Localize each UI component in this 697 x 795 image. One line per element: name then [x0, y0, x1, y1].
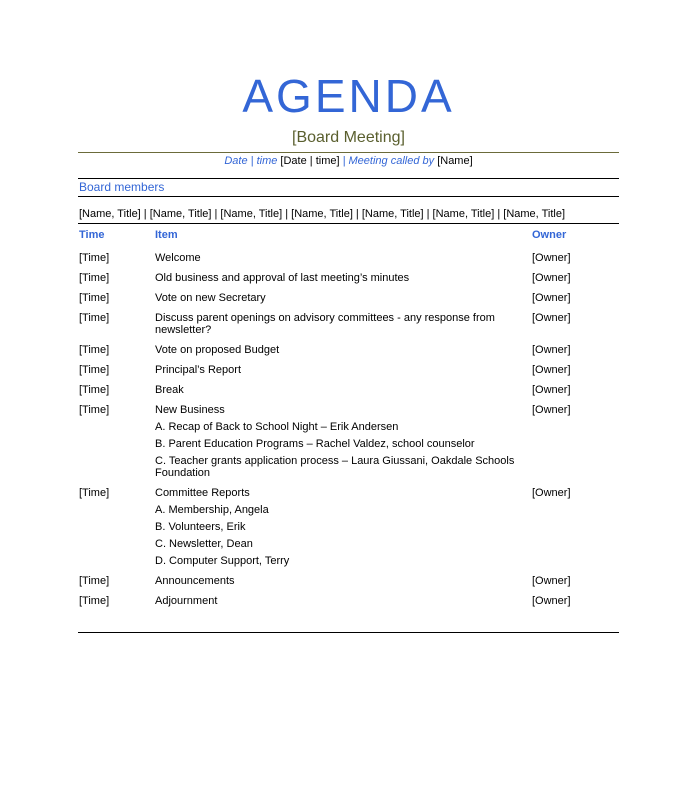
row-item-title: Welcome	[155, 252, 201, 264]
divider-members-top	[78, 178, 619, 179]
row-time: [Time]	[79, 595, 110, 607]
table-row	[79, 575, 619, 587]
row-owner: [Owner]	[532, 404, 571, 416]
board-members-label: Board members	[79, 180, 165, 194]
row-time: [Time]	[79, 292, 110, 304]
row-item-title: Vote on proposed Budget	[155, 344, 280, 356]
row-item-title: Adjournment	[155, 595, 218, 607]
row-time: [Time]	[79, 272, 110, 284]
time-label: time	[256, 155, 278, 167]
row-item-title: New Business	[155, 404, 225, 416]
row-time: [Time]	[79, 312, 110, 324]
table-row	[79, 252, 619, 264]
header-item: Item	[155, 229, 178, 241]
row-item-title: Old business and approval of last meeting’s minutes	[155, 272, 410, 284]
table-row	[79, 595, 619, 607]
row-owner: [Owner]	[532, 595, 571, 607]
row-item	[155, 344, 532, 356]
time-value: time]	[315, 155, 340, 167]
row-item	[155, 272, 532, 284]
row-owner: [Owner]	[532, 312, 571, 324]
row-time: [Time]	[79, 384, 110, 396]
date-line	[0, 154, 697, 168]
called-by-label: Meeting called by	[348, 155, 435, 167]
divider-members-bottom	[78, 196, 619, 197]
row-owner: [Owner]	[532, 364, 571, 376]
row-subitem: C. Newsletter, Dean	[155, 538, 253, 550]
table-row	[79, 272, 619, 284]
meeting-subtitle: [Board Meeting]	[292, 129, 405, 146]
row-item	[155, 312, 532, 336]
date-sep-3: |	[339, 155, 349, 167]
page-title: AGENDA	[242, 70, 455, 122]
table-row	[79, 312, 619, 336]
row-owner: [Owner]	[532, 292, 571, 304]
row-time: [Time]	[79, 364, 110, 376]
table-row	[79, 487, 619, 567]
date-value: [Date	[280, 155, 307, 167]
header-time: Time	[79, 229, 105, 241]
row-owner: [Owner]	[532, 384, 571, 396]
row-item-title: Principal’s Report	[155, 364, 242, 376]
row-subitem: B. Parent Education Programs – Rachel Valdez, school counselor	[155, 438, 475, 450]
divider-bottom	[78, 632, 619, 633]
row-owner: [Owner]	[532, 487, 571, 499]
row-item	[155, 252, 532, 264]
row-subitem: A. Recap of Back to School Night – Erik Andersen	[155, 421, 399, 433]
table-row	[79, 364, 619, 376]
row-item	[155, 487, 532, 567]
row-item	[155, 575, 532, 587]
divider-top	[78, 152, 619, 153]
board-members-list: [Name, Title] | [Name, Title] | [Name, Title] | [Name, Title] | [Name, Title] | [Name, Title] | [Name, Title]	[79, 208, 566, 220]
row-subitem: A. Membership, Angela	[155, 504, 269, 516]
agenda-table	[79, 252, 619, 615]
date-label: Date	[224, 155, 248, 167]
row-item-title: Discuss parent openings on advisory committees - any response from newsletter?	[155, 312, 495, 336]
row-time: [Time]	[79, 344, 110, 356]
row-item-title: Committee Reports	[155, 487, 250, 499]
row-item	[155, 384, 532, 396]
row-subitem: C. Teacher grants application process – Laura Giussani, Oakdale Schools Foundation	[155, 455, 515, 479]
row-owner: [Owner]	[532, 272, 571, 284]
row-time: [Time]	[79, 487, 110, 499]
date-sep-1: |	[247, 155, 257, 167]
row-item	[155, 595, 532, 607]
row-item-title: Break	[155, 384, 184, 396]
row-owner: [Owner]	[532, 252, 571, 264]
divider-header-top	[78, 223, 619, 224]
table-row	[79, 384, 619, 396]
row-item-title: Announcements	[155, 575, 235, 587]
row-owner: [Owner]	[532, 575, 571, 587]
row-time: [Time]	[79, 252, 110, 264]
row-time: [Time]	[79, 575, 110, 587]
row-item	[155, 292, 532, 304]
row-time: [Time]	[79, 404, 110, 416]
header-owner: Owner	[532, 229, 567, 241]
date-sep-2: |	[306, 155, 316, 167]
row-subitem: D. Computer Support, Terry	[155, 555, 290, 567]
table-row	[79, 344, 619, 356]
row-subitem: B. Volunteers, Erik	[155, 521, 246, 533]
table-row	[79, 404, 619, 479]
row-item	[155, 404, 532, 479]
called-by-value: [Name]	[437, 155, 473, 167]
row-item	[155, 364, 532, 376]
row-item-title: Vote on new Secretary	[155, 292, 266, 304]
row-owner: [Owner]	[532, 344, 571, 356]
table-row	[79, 292, 619, 304]
